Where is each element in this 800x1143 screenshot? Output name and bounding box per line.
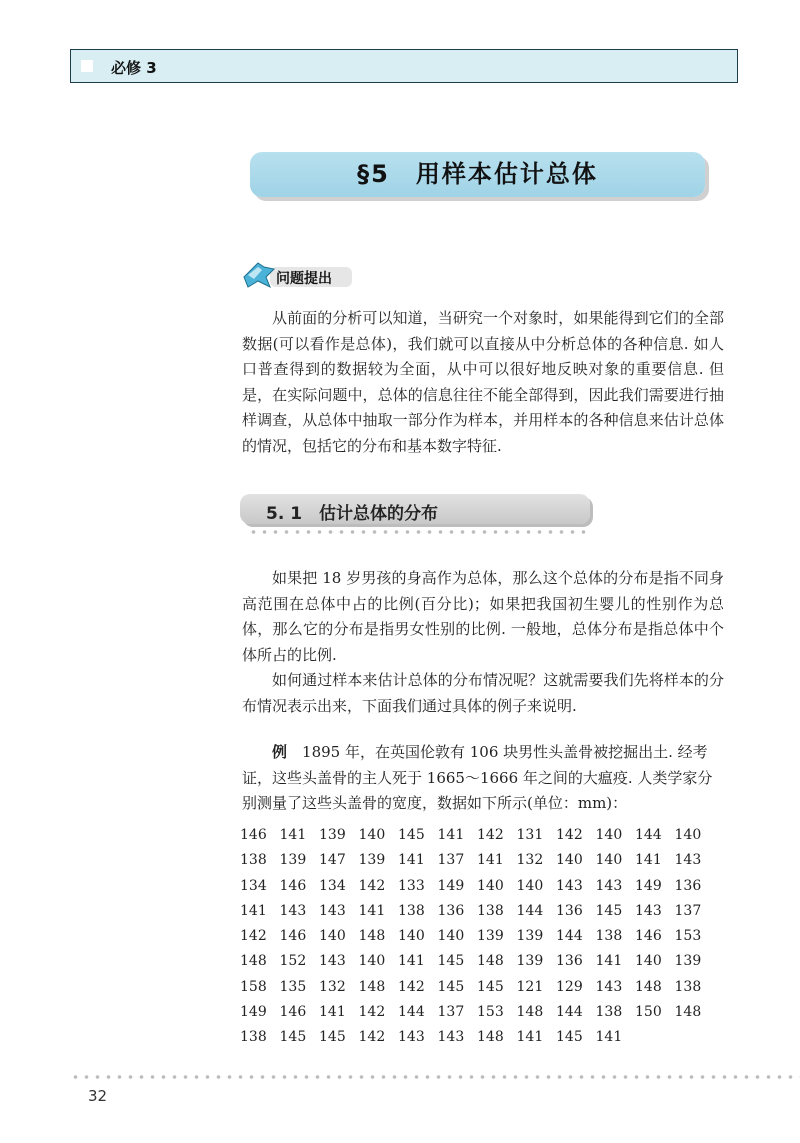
table-cell: 143 (635, 902, 662, 919)
table-cell: 139 (319, 827, 346, 843)
table-cell: 145 (477, 978, 504, 995)
table-cell: 141 (635, 852, 662, 869)
table-cell: 148 (477, 953, 504, 970)
table-cell: 140 (319, 928, 346, 945)
table-cell: 146 (635, 928, 662, 945)
table-cell: 144 (635, 827, 662, 843)
table-cell: 146 (240, 827, 267, 843)
table-cell: 139 (279, 852, 307, 869)
table-cell: 140 (358, 827, 386, 843)
table-cell: 144 (556, 928, 583, 945)
table-cell: 141 (595, 1029, 623, 1046)
table-cell: 138 (477, 902, 504, 919)
table-cell: 142 (477, 827, 504, 843)
table-cell: 121 (516, 978, 544, 995)
section-title: §5 用样本估计总体 (250, 152, 705, 197)
table-cell: 137 (674, 902, 702, 919)
table-cell: 153 (674, 928, 702, 945)
example-text: 1895 年，在英国伦敦有 106 块男性头盖骨被挖掘出土. 经考证，这些头盖骨的主人死于 1665～1666 年之间的大瘟疫. 人类学家分别测量了这些头盖骨的宽度，数据如下所示(单位：mm)： (242, 743, 713, 812)
table-cell: 132 (516, 852, 544, 869)
table-cell: 144 (556, 1004, 583, 1021)
table-cell: 133 (398, 877, 425, 894)
running-header (70, 49, 738, 83)
table-cell: 136 (437, 902, 465, 919)
table-cell: 134 (319, 877, 346, 894)
body-paragraph-2: 如何通过样本来估计总体的分布情况呢？这就需要我们先将样本的分布情况表示出来，下面我们通过具体的例子来说明. (242, 671, 724, 715)
table-cell: 143 (437, 1029, 465, 1046)
table-cell: 146 (279, 1004, 307, 1021)
table-cell: 148 (358, 978, 386, 995)
table-cell: 137 (437, 1004, 465, 1021)
table-cell: 147 (319, 852, 346, 869)
table-cell: 148 (674, 1004, 702, 1021)
subsection-dots (248, 530, 588, 534)
table-cell: 148 (477, 1029, 504, 1046)
table-row (240, 848, 714, 873)
table-cell: 140 (674, 827, 702, 843)
table-cell: 140 (595, 852, 623, 869)
table-cell: 143 (674, 852, 702, 869)
table-cell: 132 (319, 978, 346, 995)
table-cell: 138 (240, 852, 267, 869)
problem-paragraph (242, 306, 724, 459)
skull-width-data-table (240, 823, 714, 1051)
table-cell: 140 (556, 852, 583, 869)
table-cell: 140 (358, 953, 386, 970)
table-cell: 150 (635, 1004, 662, 1021)
table-cell: 158 (240, 978, 267, 995)
table-cell: 145 (398, 827, 425, 843)
table-cell: 140 (398, 928, 425, 945)
table-cell: 143 (595, 877, 623, 894)
table-cell: 139 (674, 953, 702, 970)
table-cell: 138 (595, 1004, 623, 1021)
problem-arrow-icon (240, 255, 280, 295)
header-title: 必修 3 (111, 59, 157, 77)
table-cell: 143 (279, 902, 307, 919)
table-cell: 135 (279, 978, 307, 995)
table-cell: 143 (319, 953, 346, 970)
table-cell: 143 (398, 1029, 425, 1046)
table-cell: 141 (279, 827, 307, 843)
table-cell: 139 (516, 953, 544, 970)
body-paragraphs (242, 566, 724, 719)
table-cell: 136 (674, 877, 702, 894)
table-cell: 141 (437, 827, 465, 843)
table-cell: 145 (279, 1029, 307, 1046)
table-row (240, 874, 714, 899)
table-cell: 138 (595, 928, 623, 945)
table-cell: 140 (516, 877, 544, 894)
table-cell: 140 (635, 953, 662, 970)
table-cell: 140 (477, 877, 504, 894)
table-cell: 139 (516, 928, 544, 945)
table-cell: 138 (398, 902, 425, 919)
table-row (240, 924, 714, 949)
table-cell: 140 (437, 928, 465, 945)
problem-tag (240, 255, 360, 295)
table-row (240, 899, 714, 924)
table-cell: 141 (319, 1004, 346, 1021)
table-cell: 141 (398, 852, 425, 869)
table-cell: 138 (674, 978, 702, 995)
table-cell: 140 (595, 827, 623, 843)
table-row (240, 823, 714, 848)
table-row (240, 1000, 714, 1025)
example-label: 例 (272, 743, 288, 761)
table-cell: 139 (477, 928, 504, 945)
table-row (240, 975, 714, 1000)
table-cell: 149 (437, 877, 465, 894)
table-cell: 148 (358, 928, 386, 945)
table-cell: 152 (279, 953, 307, 970)
table-cell: 153 (477, 1004, 504, 1021)
table-cell: 143 (556, 877, 583, 894)
table-cell: 145 (595, 902, 623, 919)
table-cell: 131 (516, 827, 544, 843)
subsection-tab (240, 494, 590, 524)
table-cell: 145 (556, 1029, 583, 1046)
table-cell: 141 (398, 953, 425, 970)
table-cell: 149 (240, 1004, 267, 1021)
table-cell: 142 (556, 827, 583, 843)
table-cell: 144 (398, 1004, 425, 1021)
table-cell: 141 (595, 953, 623, 970)
table-cell: 142 (240, 928, 267, 945)
table-cell: 148 (240, 953, 267, 970)
table-row (240, 1025, 714, 1050)
table-cell: 145 (437, 978, 465, 995)
body-paragraph-1: 如果把 18 岁男孩的身高作为总体，那么这个总体的分布是指不同身高范围在总体中占的比例(百分比)；如果把我国初生婴儿的性别作为总体，那么它的分布是指男女性别的比例. 一般地，总体分布是指总体中个体所占的比例. (242, 569, 724, 664)
table-cell: 149 (635, 877, 662, 894)
table-cell: 141 (240, 902, 267, 919)
example-block (242, 740, 724, 817)
table-row (240, 949, 714, 974)
header-square-icon (81, 60, 93, 72)
table-cell: 136 (556, 953, 583, 970)
table-cell: 145 (319, 1029, 346, 1046)
table-cell: 143 (319, 902, 346, 919)
subsection-title: 5. 1 估计总体的分布 (266, 504, 439, 524)
page-number: 32 (88, 1087, 108, 1105)
table-cell: 146 (279, 928, 307, 945)
table-cell: 141 (516, 1029, 544, 1046)
table-cell: 136 (556, 902, 583, 919)
table-cell: 148 (516, 1004, 544, 1021)
footer-dots (70, 1075, 800, 1079)
table-cell: 142 (358, 1004, 386, 1021)
table-cell: 144 (516, 902, 544, 919)
table-cell: 141 (477, 852, 504, 869)
table-cell: 148 (635, 978, 662, 995)
table-cell: 138 (240, 1029, 267, 1046)
table-cell: 129 (556, 978, 583, 995)
table-cell: 146 (279, 877, 307, 894)
table-cell: 139 (358, 852, 386, 869)
table-cell: 142 (358, 877, 386, 894)
table-cell: 143 (595, 978, 623, 995)
problem-text: 从前面的分析可以知道，当研究一个对象时，如果能得到它们的全部数据(可以看作是总体)，我们就可以直接从中分析总体的各种信息. 如人口普查得到的数据较为全面，从中可以很好地反映对象的重要信息. 但是，在实际问题中，总体的信息往往不能全部得到，因此我们需要进行抽样调查，从总体中抽取一部分作为样本，并用样本的各种信息来估计总体的情况，包括它的分布和基本数字特征. (242, 309, 724, 455)
table-cell: 142 (398, 978, 425, 995)
table-cell: 141 (358, 902, 386, 919)
table-cell: 145 (437, 953, 465, 970)
problem-label: 问题提出 (276, 271, 332, 287)
table-cell: 142 (358, 1029, 386, 1046)
table-cell: 137 (437, 852, 465, 869)
table-cell: 134 (240, 877, 267, 894)
